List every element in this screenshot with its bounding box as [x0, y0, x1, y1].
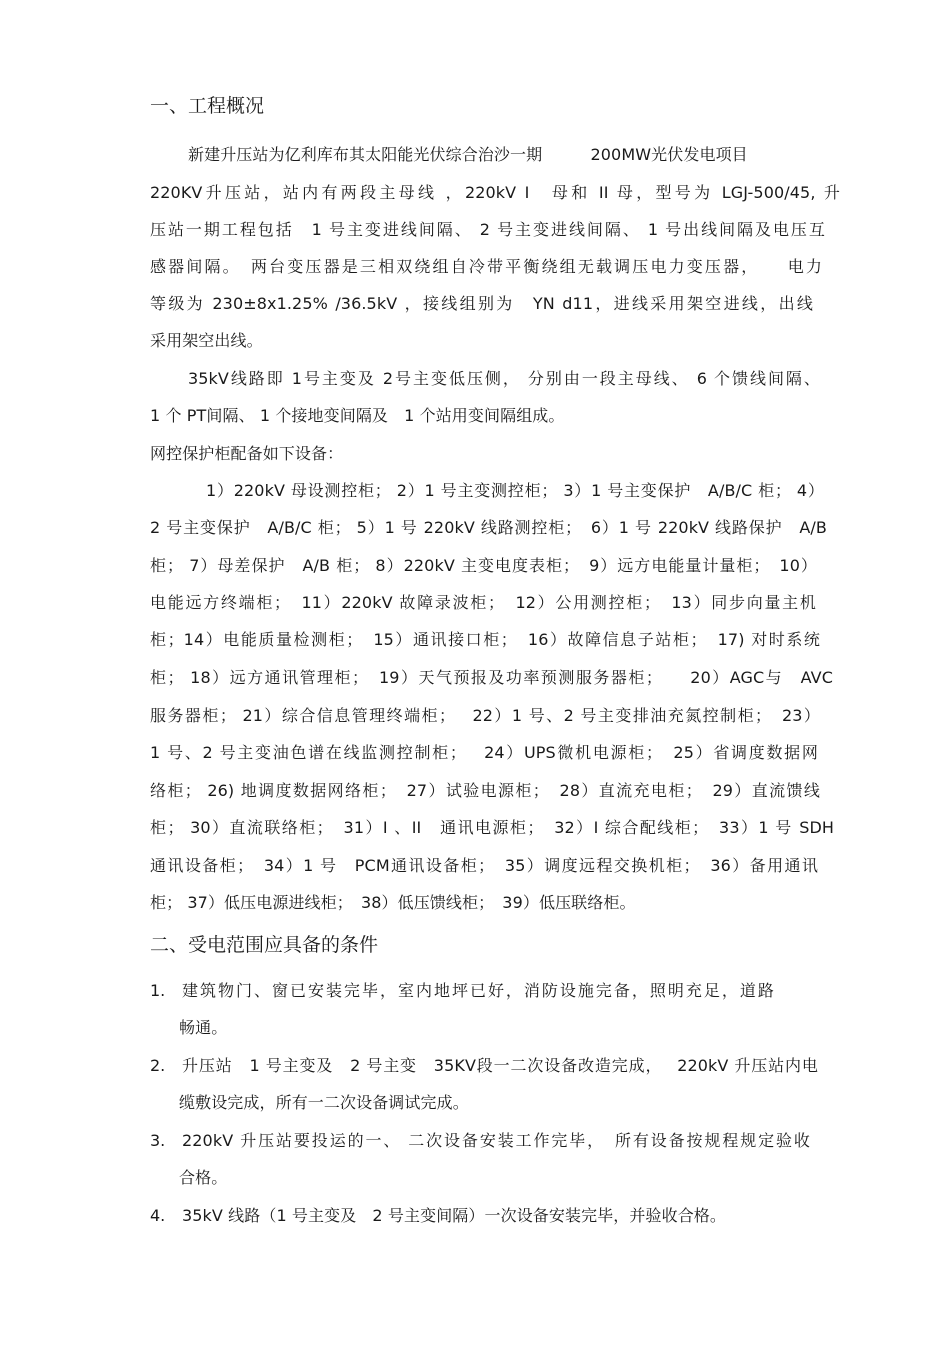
list-item: 35kV 线路（1 号主变及 2 号主变间隔）一次设备安装完毕，并验收合格。: [182, 1206, 726, 1225]
list-item: 合格。: [179, 1168, 228, 1187]
equipment-line: 柜； 18）远方通讯管理柜； 19）天气预报及功率预测服务器柜； 20）AGC与 AVC: [150, 668, 833, 687]
list-item: 建筑物门、窗已安装完毕，室内地坪已好，消防设施完备，照明充足，道路: [182, 981, 774, 1000]
equipment-line: 1）220kV 母设测控柜； 2）1 号主变测控柜； 3）1 号主变保护 A/B/C 柜； 4）: [206, 481, 824, 500]
equipment-line: 服务器柜； 21）综合信息管理终端柜； 22）1 号、2 号主变排油充氮控制柜； 23）: [150, 706, 820, 725]
list-item-number: 4.: [150, 1206, 166, 1225]
equipment-line: 通讯设备柜； 34）1 号 PCM通讯设备柜； 35）调度远程交换机柜； 36）备用通讯: [150, 856, 818, 875]
equipment-line: 电能远方终端柜； 11）220kV 故障录波柜； 12）公用测控柜； 13）同步向量主机: [150, 593, 816, 612]
list-item: 升压站 1 号主变及 2 号主变 35KV段一二次设备改造完成， 220kV 升压站内电: [182, 1056, 818, 1075]
paragraph-line: 网控保护柜配备如下设备：: [150, 444, 344, 463]
paragraph-line: 220KV升压站，站内有两段主母线 ，220kV I 母和 II 母，型号为 LGJ-500/45, 升: [150, 183, 840, 202]
equipment-line: 2 号主变保护 A/B/C 柜； 5）1 号 220kV 线路测控柜； 6）1 号 220kV 线路保护 A/B: [150, 518, 827, 537]
paragraph-line: 等级为 230±8x1.25% /36.5kV ，接线组别为 YN d11，进线采用架空进线，出线: [150, 294, 813, 313]
equipment-line: 络柜； 26) 地调度数据网络柜； 27）试验电源柜； 28）直流充电柜； 29）直流馈线: [150, 781, 820, 800]
paragraph-line: 35kV线路即 1号主变及 2号主变低压侧， 分别由一段主母线、 6 个馈线间隔、: [188, 369, 820, 388]
list-item: 220kV 升压站要投运的一、 二次设备安装工作完毕， 所有设备按规程规定验收: [182, 1131, 810, 1150]
paragraph-line: 采用架空出线。: [150, 331, 263, 350]
equipment-line: 1 号、2 号主变油色谱在线监测控制柜； 24）UPS微机电源柜； 25）省调度数据网: [150, 743, 818, 762]
list-item-number: 2.: [150, 1056, 166, 1075]
equipment-line: 柜；14）电能质量检测柜； 15）通讯接口柜； 16）故障信息子站柜； 17) 对时系统: [150, 630, 820, 649]
paragraph-line: 新建升压站为亿利库布其太阳能光伏综合治沙一期 200MW光伏发电项目: [188, 145, 748, 164]
equipment-line: 柜； 7）母差保护 A/B 柜； 8）220kV 主变电度表柜； 9）远方电能量计量柜； 10）: [150, 556, 817, 575]
paragraph-line: 压站一期工程包括 1 号主变进线间隔、 2 号主变进线间隔、 1 号出线间隔及电压互: [150, 220, 825, 239]
list-item: 缆敷设完成，所有一二次设备调试完成。: [179, 1093, 469, 1112]
section-1-heading: 一、工程概况: [150, 95, 265, 117]
equipment-line: 柜； 37）低压电源进线柜； 38）低压馈线柜； 39）低压联络柜。: [150, 893, 636, 912]
paragraph-line: 1 个 PT间隔、 1 个接地变间隔及 1 个站用变间隔组成。: [150, 406, 565, 425]
list-item: 畅通。: [179, 1018, 228, 1037]
paragraph-line: 感器间隔。 两台变压器是三相双绕组自冷带平衡绕组无载调压电力变压器， 电力: [150, 257, 822, 276]
equipment-line: 柜； 30）直流联络柜； 31）I 、II 通讯电源柜； 32）I 综合配线柜； 33）1 号 SDH: [150, 818, 834, 837]
list-item-number: 3.: [150, 1131, 166, 1150]
list-item-number: 1.: [150, 981, 166, 1000]
section-2-heading: 二、受电范围应具备的条件: [150, 934, 379, 956]
